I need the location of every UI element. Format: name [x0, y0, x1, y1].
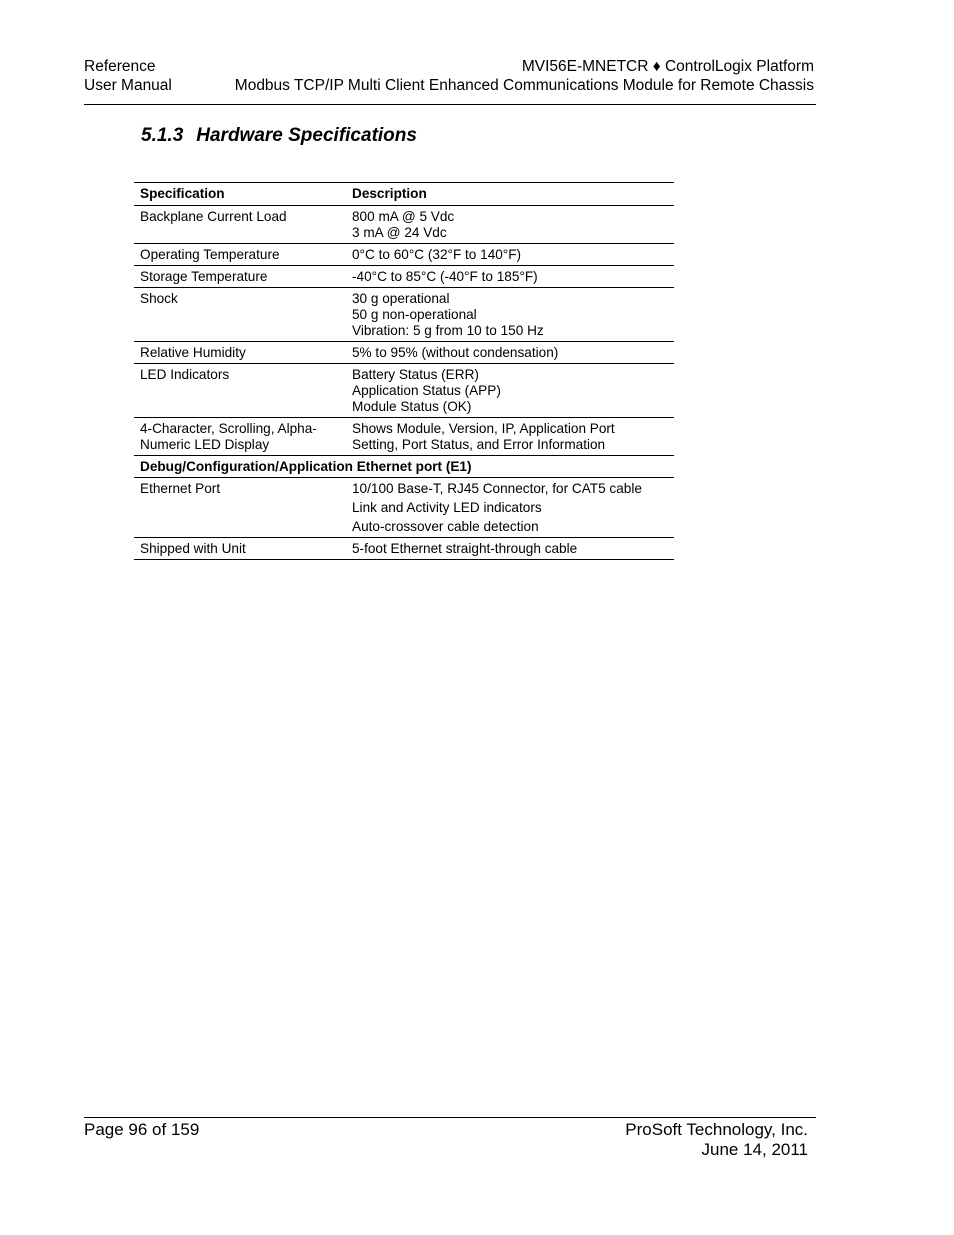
column-header-description: Description	[346, 183, 674, 206]
desc-cell	[346, 364, 674, 418]
header-divider	[84, 104, 816, 105]
page-header-right	[235, 57, 814, 95]
desc-text: 10/100 Base-T, RJ45 Connector, for CAT5 cable	[352, 481, 642, 496]
desc-text: Application Status (APP)	[352, 383, 501, 398]
table-row	[134, 538, 674, 560]
table-subheading-row	[134, 456, 674, 478]
table-row	[134, 342, 674, 364]
spec-cell	[134, 364, 346, 418]
column-header-specification: Specification	[134, 183, 346, 206]
desc-text: Battery Status (ERR)	[352, 367, 479, 382]
desc-cell	[346, 478, 674, 538]
desc-text: Shows Module, Version, IP, Application Port	[352, 421, 615, 436]
ethernet-port-subheading: Debug/Configuration/Application Ethernet port (E1)	[134, 456, 674, 478]
desc-cell	[346, 266, 674, 288]
desc-cell	[346, 418, 674, 456]
spec-cell	[134, 266, 346, 288]
table-row	[134, 478, 674, 538]
header-section-name: Reference	[84, 58, 156, 75]
page-header-left	[84, 57, 172, 95]
desc-cell	[346, 288, 674, 342]
spec-text: LED Indicators	[140, 367, 230, 382]
table-row	[134, 266, 674, 288]
desc-text: 800 mA @ 5 Vdc	[352, 209, 455, 224]
header-doc-type: User Manual	[84, 77, 172, 94]
spec-text: Shock	[140, 291, 178, 306]
spec-cell	[134, 244, 346, 266]
table-row	[134, 206, 674, 244]
header-product-description: Modbus TCP/IP Multi Client Enhanced Communications Module for Remote Chassis	[234, 77, 814, 94]
desc-text: Link and Activity LED indicators	[352, 500, 542, 515]
desc-text: Auto-crossover cable detection	[352, 519, 539, 534]
desc-text: 5-foot Ethernet straight-through cable	[352, 541, 578, 556]
spec-cell	[134, 342, 346, 364]
spec-text: Operating Temperature	[140, 247, 280, 262]
spec-text: Numeric LED Display	[140, 437, 270, 452]
hardware-spec-table	[134, 182, 674, 560]
spec-cell	[134, 288, 346, 342]
footer-divider	[84, 1117, 816, 1118]
section-heading	[141, 125, 417, 147]
desc-text: 3 mA @ 24 Vdc	[352, 225, 447, 240]
desc-cell	[346, 206, 674, 244]
page-footer-right	[625, 1120, 808, 1160]
desc-text: 50 g non-operational	[352, 307, 477, 322]
table-row	[134, 418, 674, 456]
publication-date: June 14, 2011	[701, 1140, 808, 1159]
desc-text: -40°C to 85°C (-40°F to 185°F)	[352, 269, 538, 284]
section-title: Hardware Specifications	[196, 125, 417, 146]
company-name: ProSoft Technology, Inc.	[625, 1120, 808, 1139]
spec-text: Shipped with Unit	[140, 541, 246, 556]
spec-text: 4-Character, Scrolling, Alpha-	[140, 421, 317, 436]
table-row	[134, 244, 674, 266]
table-row	[134, 364, 674, 418]
desc-text: Vibration: 5 g from 10 to 150 Hz	[352, 323, 544, 338]
spec-cell	[134, 478, 346, 538]
spec-cell	[134, 206, 346, 244]
desc-cell	[346, 342, 674, 364]
desc-text: 30 g operational	[352, 291, 450, 306]
spec-cell	[134, 538, 346, 560]
spec-text: Backplane Current Load	[140, 209, 287, 224]
header-product-name: MVI56E-MNETCR ♦ ControlLogix Platform	[521, 58, 814, 75]
table-row	[134, 288, 674, 342]
page-number: Page 96 of 159	[84, 1120, 200, 1139]
desc-cell	[346, 538, 674, 560]
spec-text: Storage Temperature	[140, 269, 268, 284]
desc-cell	[346, 244, 674, 266]
spec-cell	[134, 418, 346, 456]
section-number: 5.1.3	[141, 125, 184, 146]
desc-text: Module Status (OK)	[352, 399, 472, 414]
desc-text: Setting, Port Status, and Error Information	[352, 437, 606, 452]
spec-text: Relative Humidity	[140, 345, 246, 360]
desc-text: 0°C to 60°C (32°F to 140°F)	[352, 247, 522, 262]
desc-text: 5% to 95% (without condensation)	[352, 345, 559, 360]
spec-text: Ethernet Port	[140, 481, 221, 496]
table-header-row	[134, 183, 674, 206]
